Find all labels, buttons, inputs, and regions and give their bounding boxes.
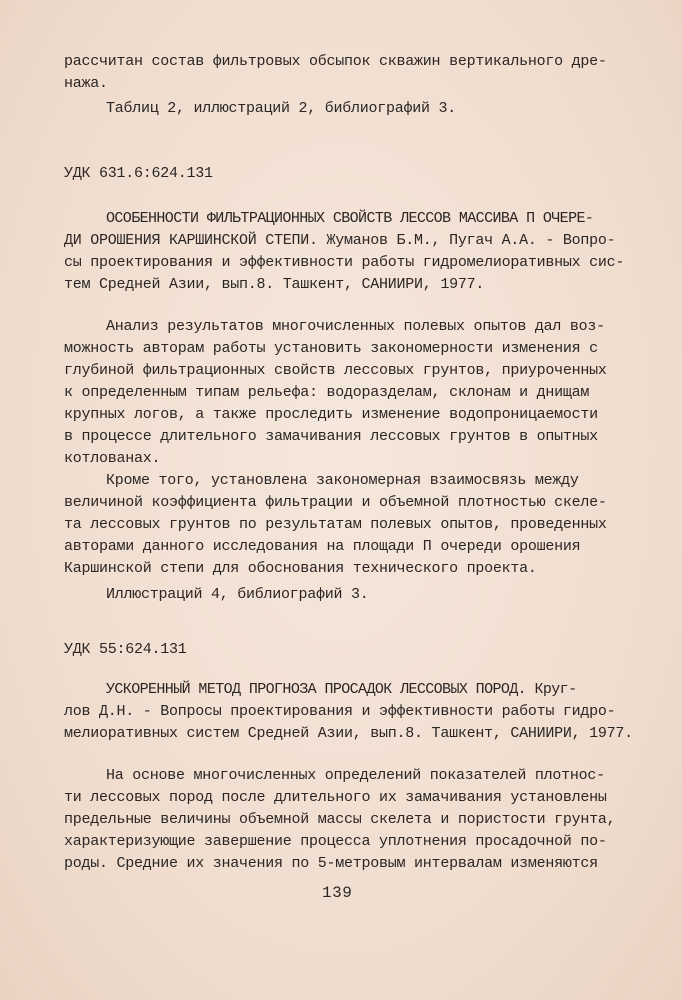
entry1-body-line-9: величиной коэффициента фильтрации и объемной плотностью скеле-: [64, 494, 607, 511]
prev-abstract-summary: Таблиц 2, иллюстраций 2, библиографий 3.: [106, 100, 457, 117]
entry1-body-line-1: Анализ результатов многочисленных полевых опытов дал воз-: [106, 318, 605, 335]
entry2-body-line-1: На основе многочисленных определений показателей плотнос-: [106, 767, 605, 784]
entry1-body-line-8: Кроме того, установлена закономерная взаимосвязь между: [106, 472, 579, 489]
entry2-body-line-5: роды. Средние их значения по 5-метровым интервалам изменяются: [64, 855, 598, 872]
entry1-title-line-2: ДИ ОРОШЕНИЯ КАРШИНСКОЙ СТЕПИ. Жуманов Б.М., Пугач А.А. - Вопро-: [64, 232, 616, 249]
entry1-title-line-1: ОСОБЕННОСТИ ФИЛЬТРАЦИОННЫХ СВОЙСТВ ЛЕССОВ МАССИВА П ОЧЕРЕ-: [106, 210, 594, 227]
entry2-body-line-2: ти лессовых пород после длительного их замачивания установлены: [64, 789, 607, 806]
entry1-body-line-5: крупных логов, а также проследить изменение водопроницаемости: [64, 406, 598, 423]
entry2-body-line-3: предельные величины объемной массы скелета и пористости грунта,: [64, 811, 616, 828]
entry2-title-line-3: мелиоративных систем Средней Азии, вып.8. Ташкент, САНИИРИ, 1977.: [64, 725, 633, 742]
page-number: 139: [322, 884, 353, 902]
entry1-body-line-12: Каршинской степи для обоснования технического проекта.: [64, 560, 537, 577]
prev-abstract-line-1: рассчитан состав фильтровых обсыпок скважин вертикального дре-: [64, 53, 607, 70]
entry1-body-line-7: котлованах.: [64, 450, 161, 467]
entry1-summary: Иллюстраций 4, библиографий 3.: [106, 586, 369, 603]
entry2-title-line-1: УСКОРЕННЫЙ МЕТОД ПРОГНОЗА ПРОСАДОК ЛЕССОВЫХ ПОРОД. Круг-: [106, 681, 577, 698]
entry2-title-line-2: лов Д.Н. - Вопросы проектирования и эффективности работы гидро-: [64, 703, 616, 720]
entry1-title-line-4: тем Средней Азии, вып.8. Ташкент, САНИИРИ, 1977.: [64, 276, 485, 293]
entry2-udk: УДК 55:624.131: [64, 641, 187, 658]
entry1-title-line-3: сы проектирования и эффективности работы гидромелиоративных сис-: [64, 254, 625, 271]
entry1-body-line-2: можность авторам работы установить закономерности изменения с: [64, 340, 598, 357]
prev-abstract-line-2: нажа.: [64, 75, 108, 92]
entry1-udk: УДК 631.6:624.131: [64, 165, 213, 182]
entry1-body-line-4: к определенным типам рельефа: водоразделам, склонам и днищам: [64, 384, 590, 401]
entry1-body-line-3: глубиной фильтрационных свойств лессовых грунтов, приуроченных: [64, 362, 607, 379]
entry1-body-line-6: в процессе длительного замачивания лессовых грунтов в опытных: [64, 428, 598, 445]
entry1-body-line-11: авторами данного исследования на площади П очереди орошения: [64, 538, 581, 555]
entry2-body-line-4: характеризующие завершение процесса уплотнения просадочной по-: [64, 833, 607, 850]
entry1-body-line-10: та лессовых грунтов по результатам полевых опытов, проведенных: [64, 516, 607, 533]
